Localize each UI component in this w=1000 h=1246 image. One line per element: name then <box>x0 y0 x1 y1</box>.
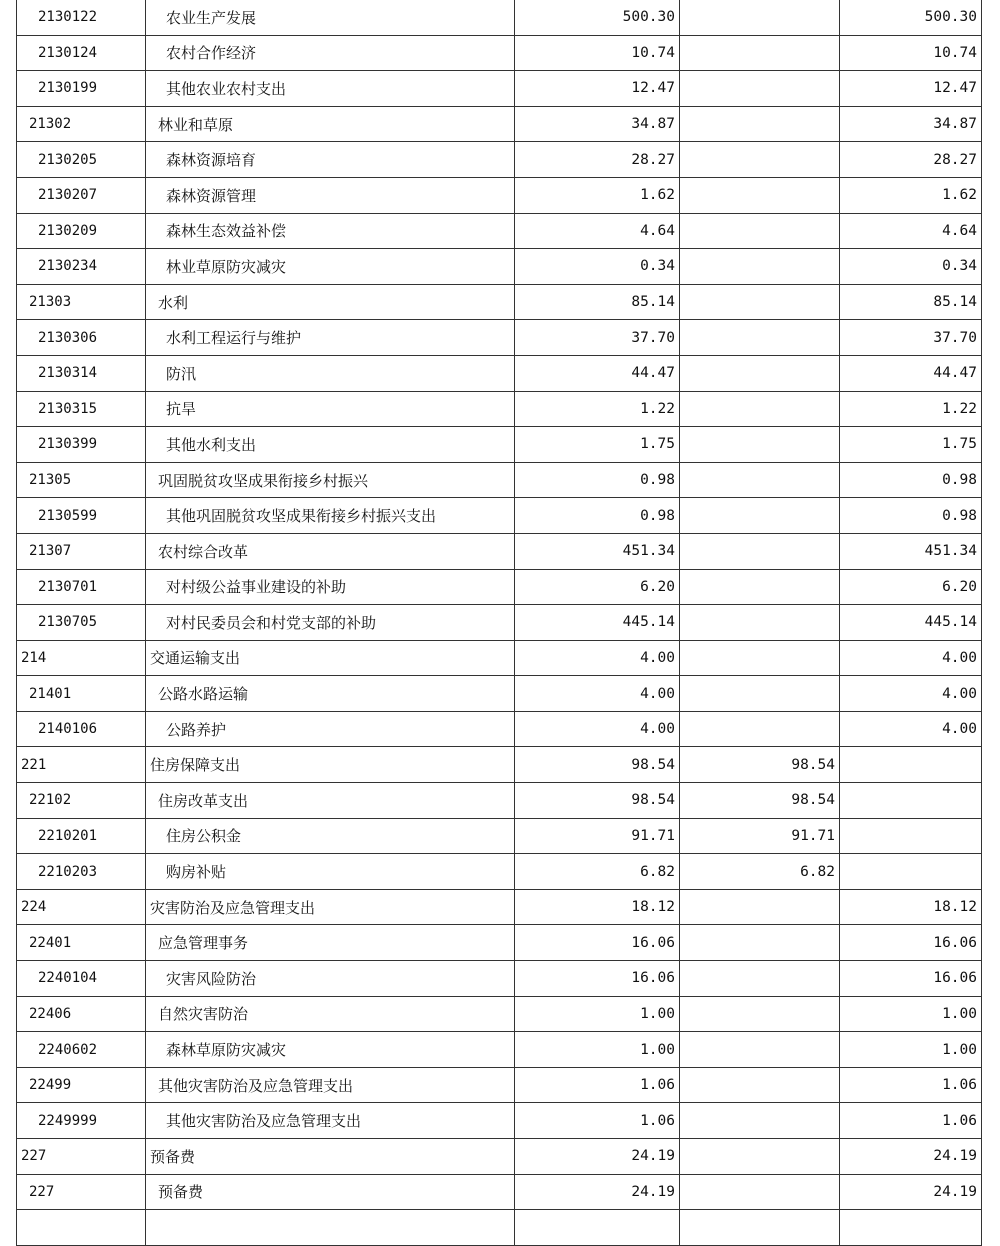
account-code-cell: 21305 <box>17 462 146 498</box>
account-name-cell: 其他灾害防治及应急管理支出 <box>146 1103 515 1139</box>
account-code-cell: 2240104 <box>17 961 146 997</box>
account-code-cell: 21303 <box>17 284 146 320</box>
total-amount-cell: 500.30 <box>515 0 680 35</box>
table-row <box>17 640 982 676</box>
basic-expenditure-cell <box>680 427 840 463</box>
account-code-cell: 22102 <box>17 783 146 819</box>
basic-expenditure-cell <box>680 355 840 391</box>
total-amount-cell: 98.54 <box>515 783 680 819</box>
basic-expenditure-cell <box>680 640 840 676</box>
account-name-cell: 预备费 <box>146 1174 515 1210</box>
table-row <box>17 818 982 854</box>
basic-expenditure-cell <box>680 462 840 498</box>
account-code-cell: 2130209 <box>17 213 146 249</box>
account-name-cell: 灾害防治及应急管理支出 <box>146 889 515 925</box>
total-amount-cell: 16.06 <box>515 961 680 997</box>
table-row <box>17 355 982 391</box>
table-row <box>17 605 982 641</box>
total-amount-cell: 1.75 <box>515 427 680 463</box>
table-row <box>17 249 982 285</box>
total-amount-cell: 98.54 <box>515 747 680 783</box>
project-expenditure-cell: 34.87 <box>840 106 982 142</box>
account-code-cell: 2210203 <box>17 854 146 890</box>
account-code-cell: 2140106 <box>17 711 146 747</box>
total-amount-cell: 85.14 <box>515 284 680 320</box>
basic-expenditure-cell <box>680 284 840 320</box>
basic-expenditure-cell <box>680 996 840 1032</box>
account-name-cell: 住房公积金 <box>146 818 515 854</box>
account-code-cell: 2130399 <box>17 427 146 463</box>
account-name-cell: 巩固脱贫攻坚成果衔接乡村振兴 <box>146 462 515 498</box>
table-row <box>17 569 982 605</box>
total-amount-cell: 1.06 <box>515 1103 680 1139</box>
account-name-cell: 农业生产发展 <box>146 0 515 35</box>
project-expenditure-cell <box>840 818 982 854</box>
total-amount-cell: 1.00 <box>515 996 680 1032</box>
table-row <box>17 213 982 249</box>
table-row <box>17 1032 982 1068</box>
project-expenditure-cell: 6.20 <box>840 569 982 605</box>
account-name-cell: 森林资源培育 <box>146 142 515 178</box>
account-name-cell: 公路养护 <box>146 711 515 747</box>
account-name-cell: 森林资源管理 <box>146 177 515 213</box>
budget-table <box>16 0 982 1246</box>
table-row <box>17 427 982 463</box>
project-expenditure-cell: 16.06 <box>840 961 982 997</box>
basic-expenditure-cell <box>680 1032 840 1068</box>
project-expenditure-cell: 4.00 <box>840 676 982 712</box>
account-name-cell: 农村综合改革 <box>146 533 515 569</box>
basic-expenditure-cell <box>680 569 840 605</box>
account-code-cell: 227 <box>17 1174 146 1210</box>
project-expenditure-cell: 12.47 <box>840 71 982 107</box>
total-amount-cell: 12.47 <box>515 71 680 107</box>
account-code-cell: 2130599 <box>17 498 146 534</box>
account-code-cell: 2249999 <box>17 1103 146 1139</box>
basic-expenditure-cell <box>680 533 840 569</box>
table-row <box>17 1103 982 1139</box>
total-amount-cell: 34.87 <box>515 106 680 142</box>
basic-expenditure-cell <box>680 106 840 142</box>
basic-expenditure-cell <box>680 961 840 997</box>
table-row <box>17 889 982 925</box>
account-code-cell: 2130314 <box>17 355 146 391</box>
total-amount-cell: 44.47 <box>515 355 680 391</box>
account-code-cell: 2130199 <box>17 71 146 107</box>
total-amount-cell: 37.70 <box>515 320 680 356</box>
account-name-cell: 水利工程运行与维护 <box>146 320 515 356</box>
account-name-cell: 住房改革支出 <box>146 783 515 819</box>
budget-table-body <box>17 0 982 1245</box>
table-row <box>17 106 982 142</box>
project-expenditure-cell <box>840 1210 982 1246</box>
basic-expenditure-cell: 6.82 <box>680 854 840 890</box>
total-amount-cell: 1.06 <box>515 1067 680 1103</box>
total-amount-cell: 4.64 <box>515 213 680 249</box>
account-name-cell: 抗旱 <box>146 391 515 427</box>
account-code-cell: 224 <box>17 889 146 925</box>
basic-expenditure-cell <box>680 889 840 925</box>
basic-expenditure-cell: 98.54 <box>680 747 840 783</box>
table-row <box>17 142 982 178</box>
basic-expenditure-cell: 91.71 <box>680 818 840 854</box>
basic-expenditure-cell <box>680 1210 840 1246</box>
table-row <box>17 71 982 107</box>
basic-expenditure-cell <box>680 391 840 427</box>
basic-expenditure-cell <box>680 320 840 356</box>
total-amount-cell: 28.27 <box>515 142 680 178</box>
account-name-cell: 灾害风险防治 <box>146 961 515 997</box>
basic-expenditure-cell <box>680 177 840 213</box>
total-amount-cell: 1.22 <box>515 391 680 427</box>
basic-expenditure-cell <box>680 925 840 961</box>
total-amount-cell: 4.00 <box>515 676 680 712</box>
project-expenditure-cell: 4.64 <box>840 213 982 249</box>
account-name-cell: 交通运输支出 <box>146 640 515 676</box>
total-amount-cell: 16.06 <box>515 925 680 961</box>
account-code-cell: 221 <box>17 747 146 783</box>
project-expenditure-cell: 1.75 <box>840 427 982 463</box>
account-name-cell: 其他农业农村支出 <box>146 71 515 107</box>
basic-expenditure-cell <box>680 0 840 35</box>
account-code-cell: 22401 <box>17 925 146 961</box>
account-code-cell: 2130207 <box>17 177 146 213</box>
total-amount-cell: 451.34 <box>515 533 680 569</box>
table-row <box>17 1139 982 1175</box>
account-name-cell: 预备费 <box>146 1139 515 1175</box>
total-amount-cell: 4.00 <box>515 640 680 676</box>
account-name-cell: 林业草原防灾减灾 <box>146 249 515 285</box>
basic-expenditure-cell <box>680 498 840 534</box>
total-amount-cell: 445.14 <box>515 605 680 641</box>
total-amount-cell: 4.00 <box>515 711 680 747</box>
table-row <box>17 320 982 356</box>
account-name-cell: 防汛 <box>146 355 515 391</box>
table-row <box>17 391 982 427</box>
account-name-cell: 购房补贴 <box>146 854 515 890</box>
account-name-cell: 森林生态效益补偿 <box>146 213 515 249</box>
account-name-cell: 对村民委员会和村党支部的补助 <box>146 605 515 641</box>
account-name-cell: 森林草原防灾减灾 <box>146 1032 515 1068</box>
project-expenditure-cell: 37.70 <box>840 320 982 356</box>
project-expenditure-cell: 445.14 <box>840 605 982 641</box>
account-code-cell: 2130122 <box>17 0 146 35</box>
table-row <box>17 711 982 747</box>
account-name-cell: 其他水利支出 <box>146 427 515 463</box>
account-code-cell: 21307 <box>17 533 146 569</box>
basic-expenditure-cell: 98.54 <box>680 783 840 819</box>
table-row <box>17 1210 982 1246</box>
basic-expenditure-cell <box>680 71 840 107</box>
account-name-cell: 应急管理事务 <box>146 925 515 961</box>
account-code-cell: 2240602 <box>17 1032 146 1068</box>
table-row <box>17 1067 982 1103</box>
project-expenditure-cell: 0.34 <box>840 249 982 285</box>
account-code-cell: 22499 <box>17 1067 146 1103</box>
total-amount-cell: 0.98 <box>515 462 680 498</box>
account-name-cell: 公路水路运输 <box>146 676 515 712</box>
project-expenditure-cell: 44.47 <box>840 355 982 391</box>
total-amount-cell: 24.19 <box>515 1139 680 1175</box>
total-amount-cell: 6.20 <box>515 569 680 605</box>
total-amount-cell: 91.71 <box>515 818 680 854</box>
total-amount-cell: 10.74 <box>515 35 680 71</box>
table-row <box>17 0 982 35</box>
table-row <box>17 498 982 534</box>
project-expenditure-cell: 28.27 <box>840 142 982 178</box>
basic-expenditure-cell <box>680 676 840 712</box>
account-code-cell: 21302 <box>17 106 146 142</box>
table-row <box>17 961 982 997</box>
table-row <box>17 747 982 783</box>
total-amount-cell: 24.19 <box>515 1174 680 1210</box>
project-expenditure-cell <box>840 747 982 783</box>
account-code-cell: 214 <box>17 640 146 676</box>
project-expenditure-cell: 4.00 <box>840 711 982 747</box>
project-expenditure-cell <box>840 854 982 890</box>
account-code-cell: 2130705 <box>17 605 146 641</box>
project-expenditure-cell: 1.62 <box>840 177 982 213</box>
basic-expenditure-cell <box>680 142 840 178</box>
total-amount-cell: 1.62 <box>515 177 680 213</box>
account-name-cell: 其他巩固脱贫攻坚成果衔接乡村振兴支出 <box>146 498 515 534</box>
basic-expenditure-cell <box>680 213 840 249</box>
project-expenditure-cell: 500.30 <box>840 0 982 35</box>
project-expenditure-cell: 1.06 <box>840 1067 982 1103</box>
account-code-cell: 2130124 <box>17 35 146 71</box>
account-name-cell: 农村合作经济 <box>146 35 515 71</box>
account-code-cell: 2130234 <box>17 249 146 285</box>
table-row <box>17 854 982 890</box>
account-code-cell: 2130306 <box>17 320 146 356</box>
basic-expenditure-cell <box>680 1067 840 1103</box>
account-name-cell: 林业和草原 <box>146 106 515 142</box>
basic-expenditure-cell <box>680 35 840 71</box>
table-row <box>17 284 982 320</box>
table-row <box>17 35 982 71</box>
project-expenditure-cell: 16.06 <box>840 925 982 961</box>
total-amount-cell: 18.12 <box>515 889 680 925</box>
project-expenditure-cell: 18.12 <box>840 889 982 925</box>
basic-expenditure-cell <box>680 1103 840 1139</box>
table-row <box>17 783 982 819</box>
project-expenditure-cell: 0.98 <box>840 498 982 534</box>
table-row <box>17 462 982 498</box>
table-row <box>17 533 982 569</box>
table-row <box>17 996 982 1032</box>
project-expenditure-cell: 1.06 <box>840 1103 982 1139</box>
project-expenditure-cell: 1.00 <box>840 996 982 1032</box>
project-expenditure-cell: 4.00 <box>840 640 982 676</box>
basic-expenditure-cell <box>680 605 840 641</box>
account-code-cell: 22406 <box>17 996 146 1032</box>
project-expenditure-cell: 10.74 <box>840 35 982 71</box>
total-amount-cell: 0.34 <box>515 249 680 285</box>
table-row <box>17 177 982 213</box>
project-expenditure-cell: 24.19 <box>840 1174 982 1210</box>
account-code-cell: 21401 <box>17 676 146 712</box>
basic-expenditure-cell <box>680 711 840 747</box>
account-code-cell: 2130315 <box>17 391 146 427</box>
account-code-cell: 227 <box>17 1139 146 1175</box>
project-expenditure-cell: 451.34 <box>840 533 982 569</box>
project-expenditure-cell: 1.00 <box>840 1032 982 1068</box>
table-row <box>17 1174 982 1210</box>
project-expenditure-cell: 0.98 <box>840 462 982 498</box>
account-code-cell: 2130701 <box>17 569 146 605</box>
account-code-cell: 2210201 <box>17 818 146 854</box>
project-expenditure-cell <box>840 783 982 819</box>
account-name-cell: 对村级公益事业建设的补助 <box>146 569 515 605</box>
account-code-cell: 2130205 <box>17 142 146 178</box>
table-row <box>17 676 982 712</box>
table-row <box>17 925 982 961</box>
account-code-cell <box>17 1210 146 1246</box>
account-name-cell: 水利 <box>146 284 515 320</box>
account-name-cell: 住房保障支出 <box>146 747 515 783</box>
project-expenditure-cell: 24.19 <box>840 1139 982 1175</box>
account-name-cell: 其他灾害防治及应急管理支出 <box>146 1067 515 1103</box>
basic-expenditure-cell <box>680 1174 840 1210</box>
basic-expenditure-cell <box>680 249 840 285</box>
basic-expenditure-cell <box>680 1139 840 1175</box>
total-amount-cell: 0.98 <box>515 498 680 534</box>
total-amount-cell: 1.00 <box>515 1032 680 1068</box>
total-amount-cell <box>515 1210 680 1246</box>
project-expenditure-cell: 1.22 <box>840 391 982 427</box>
account-name-cell: 自然灾害防治 <box>146 996 515 1032</box>
total-amount-cell: 6.82 <box>515 854 680 890</box>
account-name-cell <box>146 1210 515 1246</box>
project-expenditure-cell: 85.14 <box>840 284 982 320</box>
